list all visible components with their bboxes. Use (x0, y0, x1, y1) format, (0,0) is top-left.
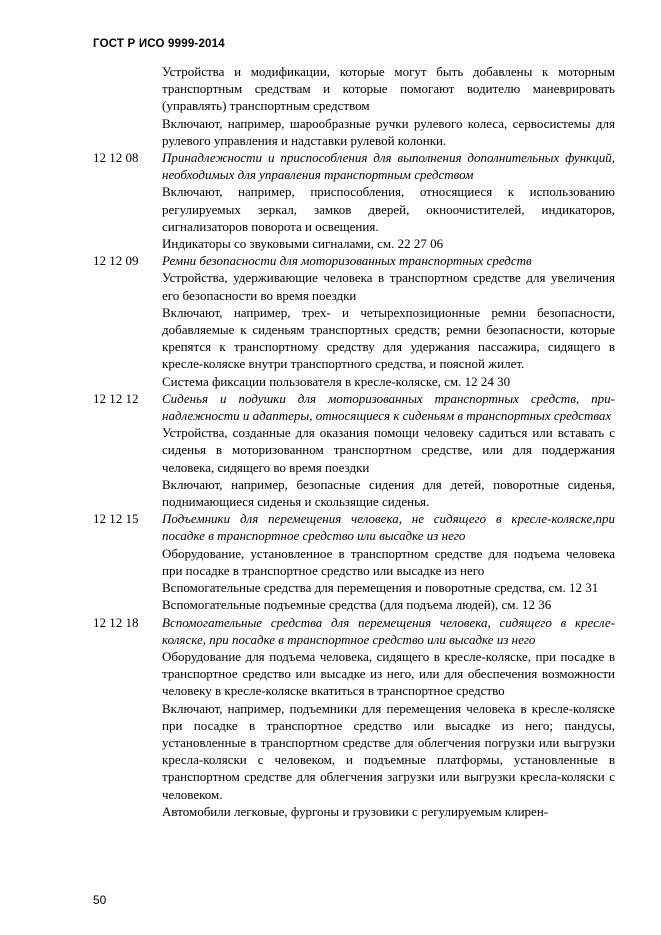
entry-12-12-09 (93, 252, 615, 390)
entry-12-12-18 (93, 614, 615, 820)
classification-code: 12 12 09 (93, 253, 139, 269)
entry-paragraph: Включают, например, подъемники для перемещения человека в кресле-коляске при посадке в транспортное средство или высадке из него; пандусы, установленные в транспортном средстве для облегчения погрузки или выгрузки кресла-коляски с человеком, и подъемные платформы, установленные в транспортном средстве для облегчения загрузки или выгрузки кресла-коляски с человеком. (162, 700, 615, 802)
entry-title: Сиденья и подушки для моторизованных транспортных средств, принадлежности и адаптеры, относящиеся к сиденьям в транспортных средствах (162, 390, 615, 424)
entry-12-12-08 (93, 149, 615, 252)
entry-paragraph: Включают, например, приспособления, относящиеся к использованию регулируемых зеркал, замков дверей, окноочистителей, индикаторов, сигнализаторов поворота и освещения. (162, 184, 615, 234)
intro-block (93, 63, 615, 149)
entry-paragraph: Оборудование для подъема человека, сидящего в кресле-коляске, при посадке в транспортное средство или высадке из него, или для обеспечения возможности человеку в кресле-коляске вкатиться в транспортное средство (162, 648, 615, 699)
intro-paragraph: Включают, например, шарообразные ручки рулевого колеса, сервосистемы для рулевого управления и надставки рулевой колонки. (162, 115, 615, 148)
classification-code: 12 12 15 (93, 511, 139, 527)
entry-paragraph: Оборудование, установленное в транспортном средстве для подъема человека при посадке в транспортное средство или высадке из него (162, 545, 615, 578)
entry-paragraph: Включают, например, трех- и четырехпозиционные ремни безопасности, добавляемые к сиденьям транспортных средств; ремни безопасности, которые крепятся к транспортному средству для удержания пассажира, сидящего в кресле-коляске внутри транспортного средства, и поясной жилет. (162, 304, 615, 372)
page-number: 50 (93, 893, 107, 907)
classification-code: 12 12 12 (93, 390, 139, 406)
entry-paragraph: Включают, например, безопасные сидения для детей, поворотные сиденья, поднимающиеся сиденья и скользящие сиденья. (162, 476, 615, 510)
entry-paragraph: Устройства, удерживающие человека в транспортном средстве для увеличения его безопасности во время поездки (162, 270, 615, 303)
entry-paragraph: Система фиксации пользователя в кресле-коляске, см. 12 24 30 (162, 373, 511, 389)
document-header: ГОСТ Р ИСО 9999-2014 (93, 38, 225, 50)
entry-12-12-12 (93, 390, 615, 510)
classification-code: 12 12 08 (93, 150, 139, 166)
entry-title: Ремни безопасности для моторизованных транспортных средств (162, 253, 532, 269)
entry-title: Принадлежности и приспособления для выполнения дополнительных функций, необходимых для управления транспортным средством (162, 150, 615, 183)
intro-paragraph: Устройства и модификации, которые могут быть добавлены к моторным транспортным средствам и которые помогают водителю маневрировать (управлять) транспортным средством (162, 64, 615, 114)
entry-paragraph: Автомобили легковые, фургоны и грузовики с регулируемым клирен- (162, 803, 549, 819)
entry-paragraph: Вспомогательные средства для перемещения и поворотные средства, см. 12 31 (162, 580, 599, 596)
entry-paragraph: Устройства, созданные для оказания помощи человеку садиться или вставать с сиденья в моторизованном транспортном средстве, или для поддержания человека, сидящего во время поездки (162, 425, 615, 475)
classification-code: 12 12 18 (93, 614, 139, 630)
entry-title: Вспомогательные средства для перемещения человека, сидящего в кресле-коляске, при посадке в транспортное средство или высадке из него (162, 614, 615, 647)
document-body (93, 63, 615, 820)
entry-title: Подъемники для перемещения человека, не сидящего в кресле-коляске,при посадке в транспортное средство или высадке из него (162, 511, 615, 544)
entry-paragraph: Индикаторы со звуковыми сигналами, см. 22 27 06 (162, 236, 444, 252)
entry-12-12-15 (93, 510, 615, 613)
entry-paragraph: Вспомогательные подъемные средства (для подъема людей), см. 12 36 (162, 597, 552, 613)
